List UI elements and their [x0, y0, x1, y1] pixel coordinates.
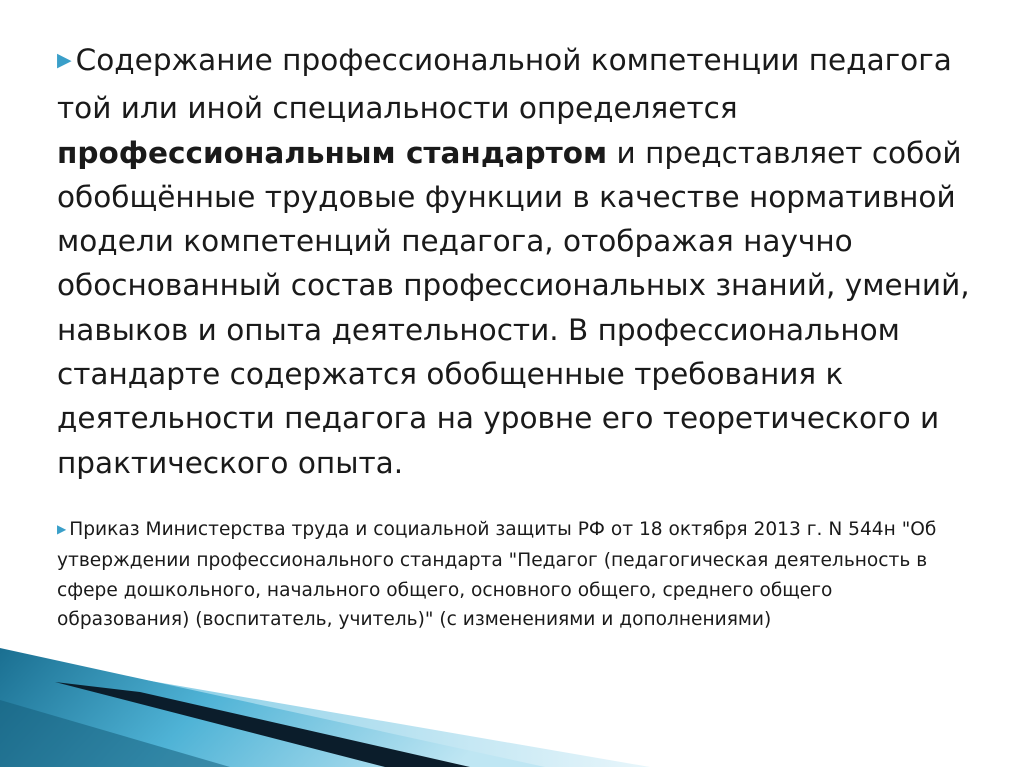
footnote-text: Приказ Министерства труда и социальной защиты РФ от 18 октября 2013 г. N 544н "Об утверждении профессионального стандарта "Педагог (педагогическая деятельность в сфере дошкольного, начального общего, основного общего, среднего общего образования) (воспитатель, учитель)" (с изменениями и дополнениями)	[57, 519, 937, 630]
corner-stripe-teal	[0, 648, 545, 767]
triangle-bullet-icon: ▶	[57, 49, 72, 71]
main-paragraph	[57, 38, 977, 485]
triangle-bullet-icon: ▶	[57, 522, 67, 536]
main-text-before: Содержание профессиональной компетенции педагога той или иной специальности определяется	[57, 43, 952, 126]
main-text-after: и представляет собой обобщённые трудовые функции в качестве нормативной модели компетенций педагога, отображая научно обоснованный состав профессиональных знаний, умений, навыков и опыта деятельности. В профессиональном стандарте содержатся обобщенные требования к деятельности педагога на уровне его теоретического и практического опыта.	[57, 135, 970, 480]
main-text-bold: профессиональным стандартом	[57, 135, 608, 170]
corner-stripe-shade	[0, 700, 230, 767]
corner-stripe-dark	[55, 682, 470, 767]
corner-stripe-light	[0, 655, 650, 767]
footnote-paragraph	[57, 515, 957, 634]
